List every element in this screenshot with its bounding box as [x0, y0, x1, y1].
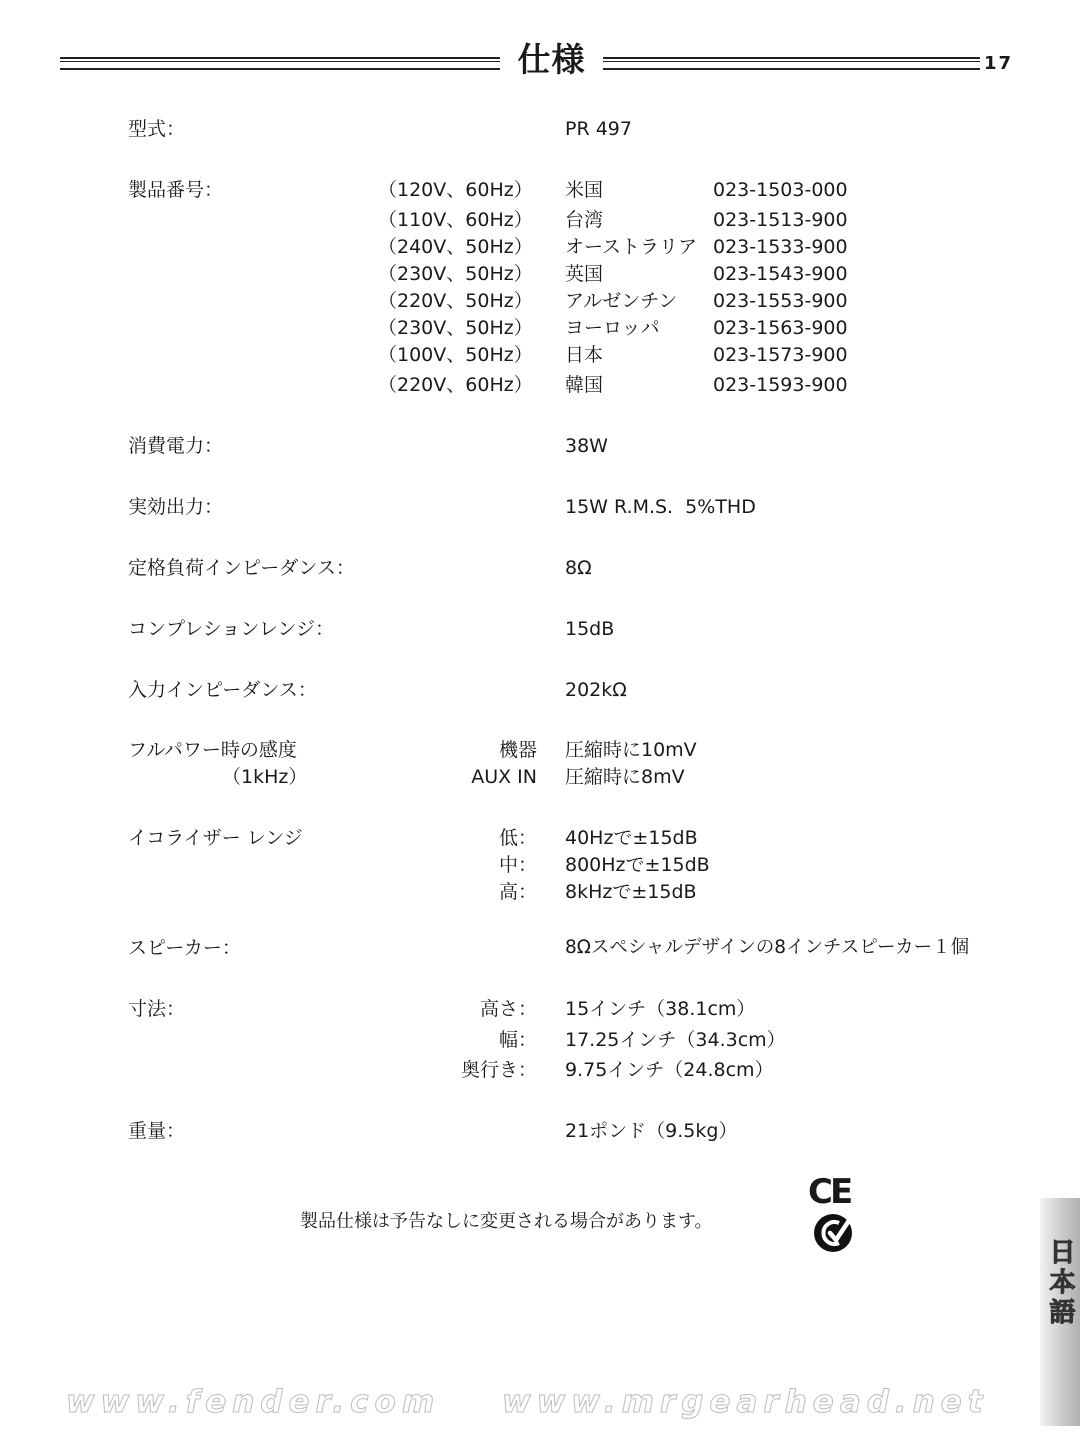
eq-value: 800Hzで±15dB: [565, 854, 710, 876]
language-side-tab: [1040, 1198, 1080, 1426]
part-code: 023-1503-000: [713, 179, 848, 201]
sensitivity-source: 機器: [498, 739, 537, 761]
sensitivity-label: フルパワー時の感度: [128, 739, 297, 761]
part-region: 米国: [565, 179, 604, 201]
eq-value: 8kHzで±15dB: [565, 881, 697, 903]
sensitivity-source: AUX IN: [471, 766, 537, 788]
dimension-value: 17.25インチ（34.3cm）: [565, 1029, 786, 1051]
footer-url-fender: www.fender.com: [66, 1384, 441, 1420]
eq-value: 40Hzで±15dB: [565, 827, 698, 849]
input-impedance-value: 202kΩ: [565, 679, 627, 701]
part-voltage: （240V、50Hz）: [378, 236, 533, 258]
part-number-label: 製品番号：: [128, 179, 224, 201]
page-title: 仕様: [517, 40, 586, 79]
dimension-name: 幅：: [498, 1029, 537, 1051]
header-rule-left: [60, 57, 500, 70]
language-tab-label: 日本語: [1045, 1238, 1075, 1328]
dimensions-label: 寸法：: [128, 998, 186, 1020]
part-code: 023-1543-900: [713, 263, 848, 285]
part-region: ヨーロッパ: [565, 317, 660, 339]
rated-load-value: 8Ω: [565, 557, 592, 579]
compression-range-value: 15dB: [565, 618, 615, 640]
part-voltage: （110V、60Hz）: [378, 209, 533, 231]
part-code: 023-1593-900: [713, 374, 848, 396]
power-consumption-label: 消費電力：: [128, 435, 224, 457]
dimension-name: 高さ：: [479, 998, 537, 1020]
part-voltage: （100V、50Hz）: [378, 344, 533, 366]
page-number: 17: [984, 53, 1014, 74]
part-region: 英国: [565, 263, 604, 285]
part-voltage: （230V、50Hz）: [378, 317, 533, 339]
part-code: 023-1513-900: [713, 209, 848, 231]
part-code: 023-1563-900: [713, 317, 848, 339]
speaker-value: 8Ωスペシャルデザインの8インチスピーカー１個: [565, 937, 970, 958]
compression-range-label: コンプレションレンジ：: [128, 618, 334, 640]
speaker-label: スピーカー：: [128, 937, 241, 959]
part-region: アルゼンチン: [565, 290, 678, 312]
part-region: オーストラリア: [565, 236, 698, 258]
eq-band: 高：: [498, 881, 537, 903]
model-label: 型式：: [128, 118, 186, 140]
sensitivity-value: 圧縮時に10mV: [565, 739, 697, 761]
weight-label: 重量：: [128, 1120, 186, 1142]
part-region: 韓国: [565, 374, 604, 396]
model-value: PR 497: [565, 118, 632, 140]
power-consumption-value: 38W: [565, 435, 608, 457]
footer-url-mrgearhead: www.mrgearhead.net: [502, 1384, 989, 1420]
sensitivity-value: 圧縮時に8mV: [565, 766, 685, 788]
ce-mark: CE: [808, 1172, 851, 1212]
part-voltage: （230V、50Hz）: [378, 263, 533, 285]
sensitivity-sublabel: （1kHz）: [222, 766, 308, 788]
part-code: 023-1533-900: [713, 236, 848, 258]
output-power-label: 実効出力：: [128, 496, 224, 518]
spec-change-notice: 製品仕様は予告なしに変更される場合があります。: [300, 1211, 713, 1232]
part-code: 023-1553-900: [713, 290, 848, 312]
dimension-name: 奥行き：: [460, 1059, 537, 1081]
input-impedance-label: 入力インピーダンス：: [128, 679, 317, 701]
weight-value: 21ポンド（9.5kg）: [565, 1120, 738, 1142]
eq-band: 中：: [498, 854, 537, 876]
rated-load-label: 定格負荷インピーダンス：: [128, 557, 355, 579]
eq-range-label: イコライザー レンジ: [128, 827, 303, 849]
part-region: 日本: [565, 344, 604, 366]
eq-band: 低：: [498, 827, 537, 849]
part-region: 台湾: [565, 209, 604, 231]
c-tick-mark-icon: [812, 1212, 856, 1254]
part-voltage: （220V、60Hz）: [378, 374, 533, 396]
output-power-value: 15W R.M.S. 5%THD: [565, 496, 756, 518]
dimension-value: 9.75インチ（24.8cm）: [565, 1059, 774, 1081]
dimension-value: 15インチ（38.1cm）: [565, 998, 756, 1020]
part-code: 023-1573-900: [713, 344, 848, 366]
part-voltage: （120V、60Hz）: [378, 179, 533, 201]
header-rule-right: [603, 57, 980, 70]
part-voltage: （220V、50Hz）: [378, 290, 533, 312]
